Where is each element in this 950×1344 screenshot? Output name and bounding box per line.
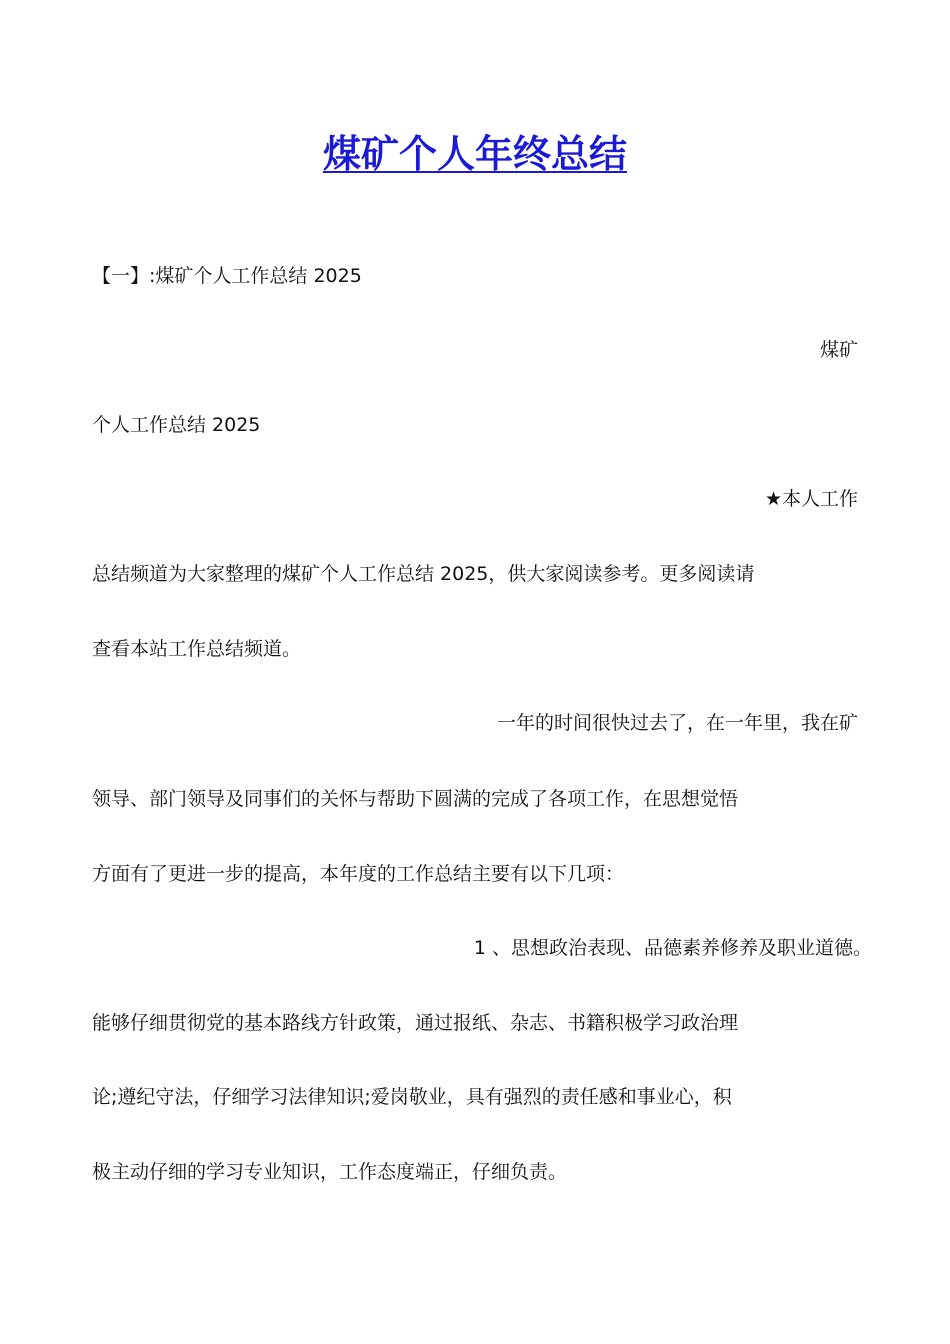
- paragraph-line: 一年的时间很快过去了，在一年里，我在矿: [496, 712, 858, 734]
- paragraph-line: 方面有了更进一步的提高，本年度的工作总结主要有以下几项：: [92, 863, 625, 885]
- document-title[interactable]: 煤矿个人年终总结: [322, 132, 627, 176]
- paragraph-line: 查看本站工作总结频道。: [92, 638, 302, 660]
- section-heading: 【一】:煤矿个人工作总结 2025: [92, 265, 362, 287]
- paragraph-line: 领导、部门领导及同事们的关怀与帮助下圆满的完成了各项工作，在思想觉悟: [92, 788, 739, 810]
- paragraph-line: 煤矿: [819, 339, 858, 361]
- paragraph-line: 总结频道为大家整理的煤矿个人工作总结 2025，供大家阅读参考。更多阅读请: [92, 563, 755, 585]
- paragraph-line: 极主动仔细的学习专业知识，工作态度端正，仔细负责。: [92, 1161, 568, 1183]
- paragraph-line: ★本人工作: [764, 488, 858, 510]
- list-item-heading: 1 、思想政治表现、品德素养修养及职业道德。: [473, 937, 872, 959]
- paragraph-line: 个人工作总结 2025: [92, 414, 261, 436]
- paragraph-line: 论;遵纪守法，仔细学习法律知识;爱岗敬业，具有强烈的责任感和事业心，积: [92, 1086, 732, 1108]
- paragraph-line: 能够仔细贯彻党的基本路线方针政策，通过报纸、杂志、书籍积极学习政治理: [92, 1012, 739, 1034]
